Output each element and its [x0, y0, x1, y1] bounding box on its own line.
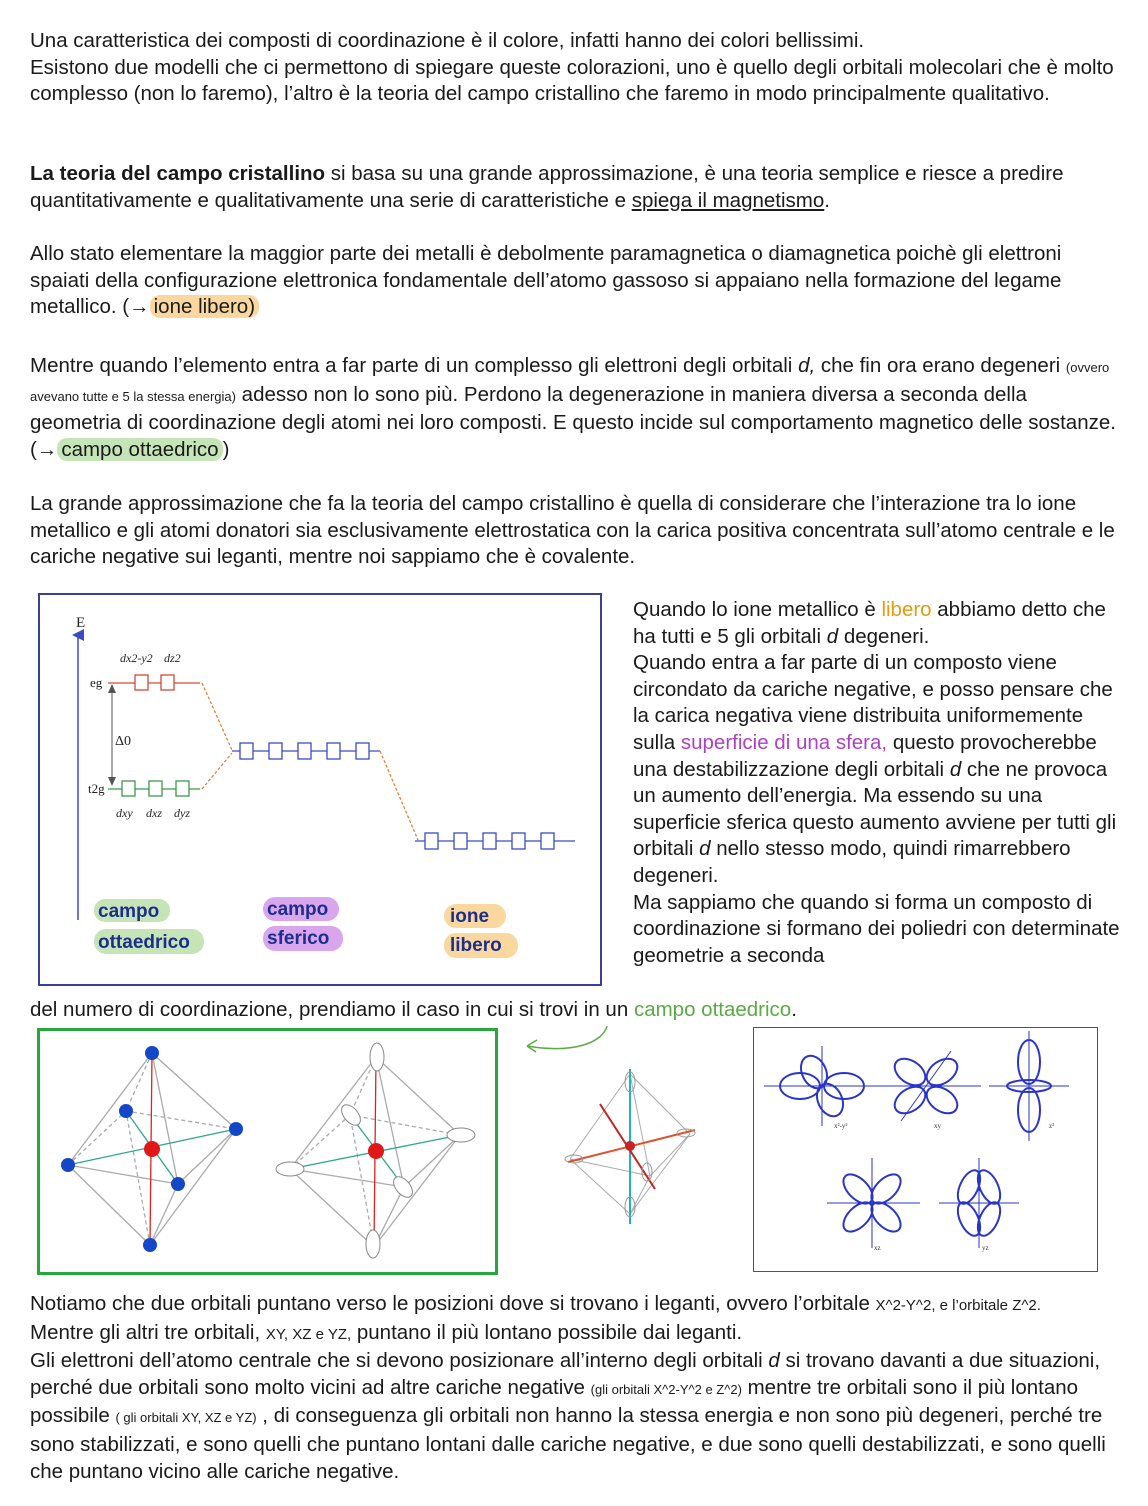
- t2g-orbital-box: [122, 781, 135, 796]
- free-ion-orbital-box: [483, 833, 496, 849]
- eg-label: eg: [90, 675, 103, 690]
- free-ion-orbital-box: [425, 833, 438, 849]
- side-explanation: Quando lo ione metallico è libero abbiamo detto che ha tutti e 5 gli orbitali d degeneri. Quando entra a far parte di un composto viene circondato da cariche negative, e posso pensare che la carica negativa viene distribuita uniformemente sulla superficie di una sfera, questo provocherebbe una destabilizzazione degli orbitali d che ne provoca un aumento dell’energia. Ma essendo su una superficie sferica questo aumento avviene per tutti gli orbitali d nello stesso modo, quindi rimarrebbero degeneri. Ma sappiamo che quando si forma un composto di coordinazione si formano dei poliedri con determinate geometrie a seconda: [633, 598, 1120, 967]
- eg-orbital-label: dz2: [164, 651, 181, 665]
- campo-sferico-label: campo: [267, 899, 329, 920]
- ligand-atom: [61, 1158, 75, 1172]
- t2g-orbital-label: dxz: [146, 806, 162, 820]
- d-orbitals-figure: [753, 1027, 1098, 1272]
- ligand-atom: [229, 1122, 243, 1136]
- ligand-atom: [171, 1177, 185, 1191]
- octahedral-axes-figure: [560, 1064, 700, 1229]
- orbital-label: x²-y²: [834, 1122, 848, 1130]
- t2g-orbital-label: dxy: [116, 806, 133, 820]
- ligand-atom: [119, 1104, 133, 1118]
- free-ion-orbital-box: [541, 833, 554, 849]
- orbital-yz: [939, 1158, 1019, 1248]
- intro-line-2: Esistono due modelli che ci permettono di spiegare queste colorazioni, uno è quello degli orbitali molecolari che è molto complesso (non lo faremo), l’altro è la teoria del campo cristallino che faremo in modo principalmente qualitativo.: [30, 55, 1114, 106]
- eg-orbital-box: [161, 675, 174, 690]
- approximation-paragraph: La grande approssimazione che fa la teoria del campo cristallino è quella di considerare che l’interazione tra lo ione metallico e gli atomi donatori sia esclusivamente elettrostatica con la carica positiva concentrata sull’atomo centrale e le cariche negative sui leganti, mentre noi sappiamo che è covalente.: [30, 492, 1115, 569]
- energy-level-diagram: [38, 593, 602, 986]
- t2g-orbital-box: [149, 781, 162, 796]
- delta-label: Δ0: [115, 734, 132, 749]
- orbital-z2: [989, 1031, 1069, 1141]
- conclusion-paragraph: Notiamo che due orbitali puntano verso le posizioni dove si trovano i leganti, ovvero l’orbitale X^2-Y^2, e l’orbitale Z^2. Mentre gli altri tre orbitali, XY, XZ e YZ, puntano il più lontano possibile dai leganti. Gli elettroni dell’atomo centrale che si devono posizionare all’interno degli orbitali d si trovano davanti a due situazioni, perché due orbitali sono molto vicini ad altre cariche negative (gli orbitali X^2-Y^2 e Z^2) mentre tre orbitali sono il più lontano possibile ( gli orbitali XY, XZ e YZ) , di conseguenza gli orbitali non hanno la stessa energia e non sono più degeneri, perché tre sono stabilizzati, e sono quelli che puntano lontani dalle cariche negative, e due sono quelli destabilizzati, e sono quelli che puntano vicino alle cariche negative.: [30, 1292, 1106, 1483]
- orbital-label: yz: [982, 1244, 989, 1252]
- intro-paragraph: [30, 28, 1120, 108]
- spherical-orbital-box: [327, 743, 340, 759]
- spherical-orbital-box: [356, 743, 369, 759]
- libero-word: libero: [881, 598, 932, 621]
- central-metal-atom: [368, 1143, 384, 1159]
- campo-ottaedrico-label: campo: [98, 901, 160, 922]
- curved-arrow: [515, 1020, 615, 1060]
- magnetism-underline: spiega il magnetismo: [631, 188, 825, 212]
- ione-libero-label: libero: [450, 935, 502, 956]
- crystal-field-paragraph: La teoria del campo cristallino si basa su una grande approssimazione, è una teoria semplice e riesce a predire quantitativamente e qualitativamente una serie di caratteristiche e spiega il magnetismo.: [30, 162, 1064, 212]
- energy-axis-label: E: [76, 615, 86, 631]
- campo-ottaedrico-label: ottaedrico: [98, 932, 190, 953]
- campo-sferico-label: sferico: [267, 928, 330, 949]
- ligand-atom: [143, 1238, 157, 1252]
- spherical-orbital-box: [269, 743, 282, 759]
- eg-orbital-box: [135, 675, 148, 690]
- spherical-orbital-box: [240, 743, 253, 759]
- t2g-orbital-label: dyz: [174, 806, 190, 820]
- free-ion-orbital-box: [512, 833, 525, 849]
- central-metal-atom: [144, 1141, 160, 1157]
- octahedra-figure: [37, 1028, 498, 1275]
- ligand-atom: [145, 1046, 159, 1060]
- elemental-state-paragraph: Allo stato elementare la maggior parte dei metalli è debolmente paramagnetica o diamagnetica poichè gli elettroni spaiati della configurazione elettronica fondamentale dell’atomo gassoso si appaiano nella formazione del legame metallico. (→ ione libero): [30, 242, 1062, 319]
- crystal-field-title: La teoria del campo cristallino: [30, 162, 326, 185]
- free-ion-orbital-box: [454, 833, 467, 849]
- intro-line-1: Una caratteristica dei composti di coordinazione è il colore, infatti hanno dei colori bellissimi.: [30, 29, 865, 52]
- orbital-xy: [876, 1051, 981, 1121]
- ione-libero-label: ione: [450, 906, 490, 927]
- orbital-label: xz: [874, 1244, 881, 1252]
- t2g-label: t2g: [88, 781, 105, 796]
- t2g-orbital-box: [176, 781, 189, 796]
- continuation-line: del numero di coordinazione, prendiamo il caso in cui si trovi in un campo ottaedrico.: [30, 998, 797, 1021]
- complex-paragraph: Mentre quando l’elemento entra a far parte di un complesso gli elettroni degli orbitali d, che fin ora erano degeneri (ovvero avevano tutte e 5 la stessa energia) adesso non lo sono più. Perdono la degenerazione in maniera diversa a seconda della geometria di coordinazione degli atomi nei loro composti. E questo incide sul comportamento magnetico delle sostanze. (→ campo ottaedrico ): [30, 354, 1116, 461]
- sfera-words: superficie di una sfera,: [680, 730, 888, 754]
- campo-ottaedrico-green: campo ottaedrico: [633, 998, 792, 1021]
- eg-orbital-label: dx2-y2: [120, 651, 153, 665]
- orbital-label: xy: [934, 1122, 941, 1130]
- orbital-xz: [827, 1158, 920, 1248]
- orbital-x2-y2: [764, 1046, 882, 1126]
- degenerate-note: (ovvero avevano tutte e 5 la stessa energia): [30, 360, 1110, 404]
- ione-libero-highlight: ione libero): [150, 295, 259, 318]
- orbital-label: z²: [1049, 1122, 1055, 1130]
- campo-ottaedrico-highlight: campo ottaedrico: [57, 438, 222, 461]
- spherical-orbital-box: [298, 743, 311, 759]
- energy-diagram-svg: [40, 595, 600, 984]
